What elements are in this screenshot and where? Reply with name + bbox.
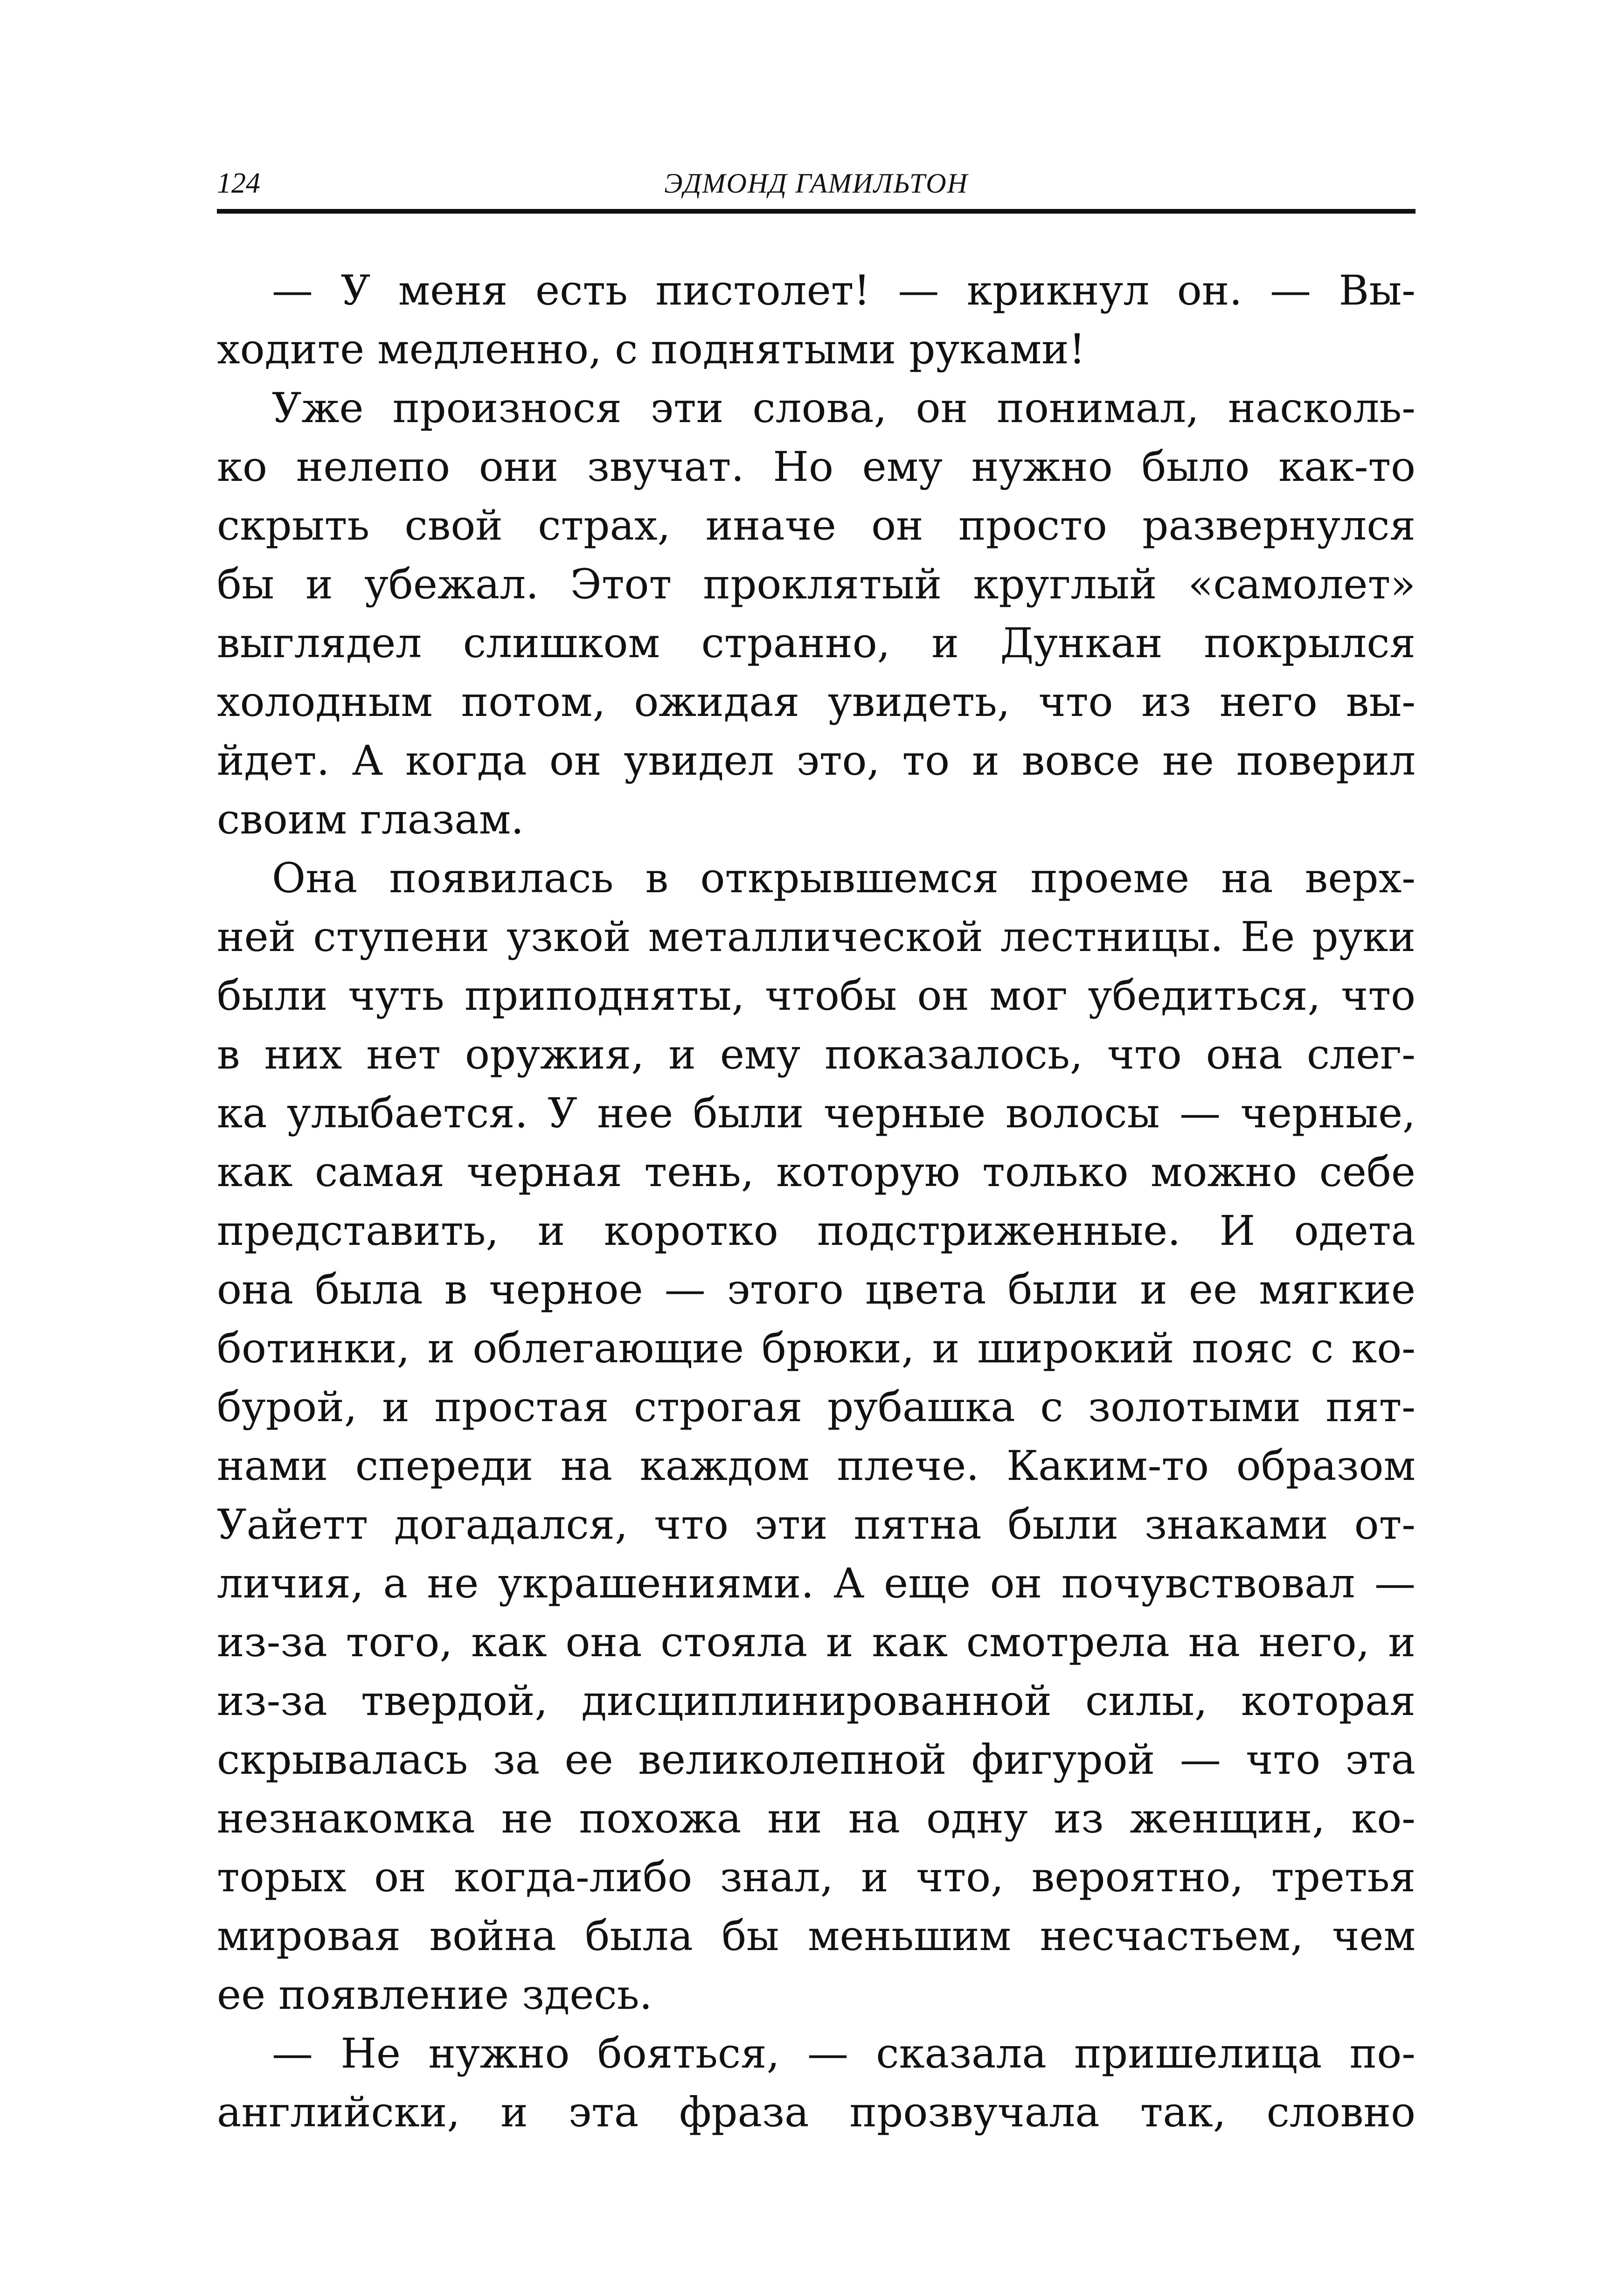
text-line: из-за твердой, дисциплинированной силы, которая	[217, 1677, 1416, 1725]
text-line: торых он когда-либо знал, и что, вероятно, третья	[217, 1853, 1416, 1901]
text-line: ботинки, и облегающие брюки, и широкий пояс с ко-	[217, 1324, 1416, 1372]
text-line: ко нелепо они звучат. Но ему нужно было как-то	[217, 443, 1416, 491]
text-line: — Не нужно бояться, — сказала пришелица по-	[272, 2029, 1416, 2077]
text-line: личия, а не украшениями. А еще он почувствовал —	[217, 1559, 1416, 1607]
text-line: бурой, и простая строгая рубашка с золотыми пят-	[217, 1383, 1416, 1431]
text-line: мировая война была бы меньшим несчастьем, чем	[217, 1912, 1416, 1960]
text-line: ка улыбается. У нее были черные волосы — черные,	[217, 1089, 1416, 1137]
text-line: Уайетт догадался, что эти пятна были знаками от-	[217, 1500, 1416, 1548]
text-line: скрывалась за ее великолепной фигурой — что эта	[217, 1736, 1416, 1784]
text-line: йдет. А когда он увидел это, то и вовсе не поверил	[217, 736, 1416, 784]
text-line: скрыть свой страх, иначе он просто развернулся	[217, 501, 1416, 549]
page-number: 124	[217, 167, 260, 199]
text-line: ней ступени узкой металлической лестницы. Ее руки	[217, 913, 1416, 961]
text-line: Уже произнося эти слова, он понимал, насколь-	[272, 384, 1416, 432]
running-header	[217, 159, 1416, 205]
running-title: ЭДМОНД ГАМИЛЬТОН	[664, 168, 968, 199]
header-rule	[217, 209, 1416, 214]
text-line: нами спереди на каждом плече. Каким-то образом	[217, 1442, 1416, 1490]
text-line: представить, и коротко подстриженные. И одета	[217, 1207, 1416, 1255]
text-line: бы и убежал. Этот проклятый круглый «самолет»	[217, 560, 1416, 608]
text-line: ходите медленно, с поднятыми руками!	[217, 325, 1086, 373]
text-line: — У меня есть пистолет! — крикнул он. — Вы-	[272, 266, 1416, 314]
text-line: английски, и эта фраза прозвучала так, словно	[217, 2088, 1416, 2136]
text-line: незнакомка не похожа ни на одну из женщин, ко-	[217, 1794, 1416, 1842]
body-text	[217, 261, 1416, 2142]
text-line: Она появилась в открывшемся проеме на верх-	[272, 854, 1416, 902]
text-line: она была в черное — этого цвета были и ее мягкие	[217, 1265, 1416, 1313]
text-line: ее появление здесь.	[217, 1971, 652, 2019]
text-line: были чуть приподняты, чтобы он мог убедиться, что	[217, 972, 1416, 1020]
text-line: в них нет оружия, и ему показалось, что она слег-	[217, 1030, 1416, 1078]
text-line: как самая черная тень, которую только можно себе	[217, 1148, 1416, 1196]
text-line: выглядел слишком странно, и Дункан покрылся	[217, 619, 1416, 667]
text-line: холодным потом, ожидая увидеть, что из него вы-	[217, 678, 1416, 726]
text-line: своим глазам.	[217, 795, 524, 843]
text-line: из-за того, как она стояла и как смотрела на него, и	[217, 1618, 1416, 1666]
